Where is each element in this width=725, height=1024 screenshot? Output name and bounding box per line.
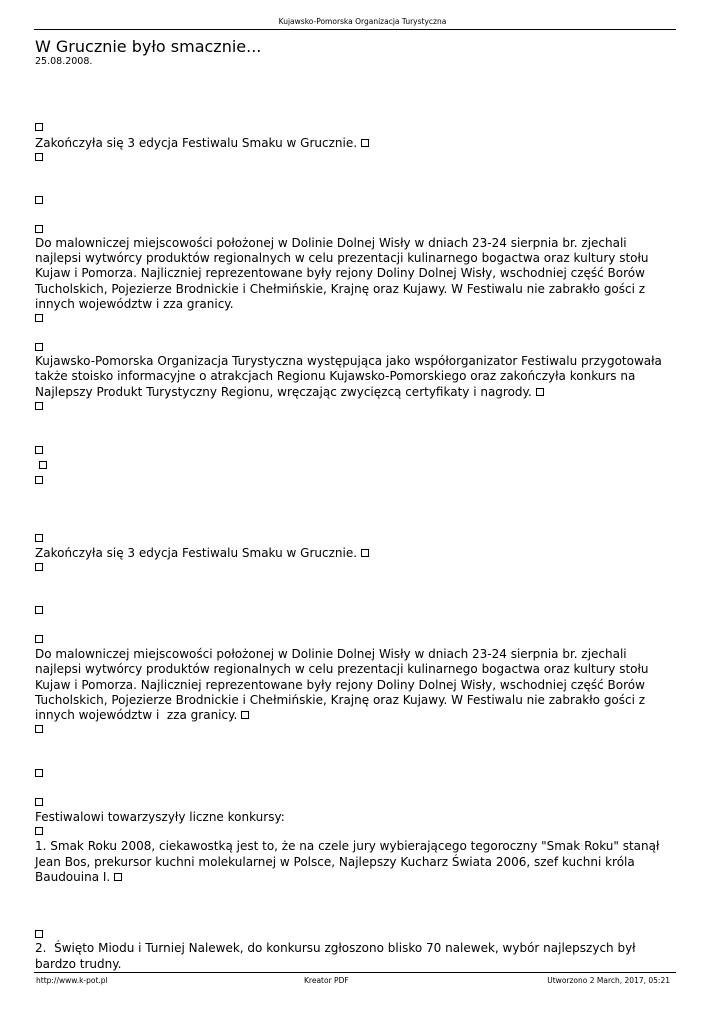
placeholder-glyph [35, 443, 43, 459]
placeholder-glyph [35, 766, 43, 782]
placeholder-glyph [35, 531, 43, 547]
text-line: najlepsi wytwórcy produktów regionalnych w celu prezentacji kulinarnego bogactwa oraz kultury stołu [35, 662, 649, 676]
header-divider [34, 29, 676, 30]
footer-created-date: Utworzono 2 March, 2017, 05:21 [547, 976, 670, 985]
text-line: Kujaw i Pomorza. Najliczniej reprezentowane były rejony Doliny Dolnej Wisły, wschodniej część Borów [35, 266, 645, 280]
text-line: Baudouina I. [35, 870, 122, 886]
text-line: najlepsi wytwórcy produktów regionalnych w celu prezentacji kulinarnego bogactwa oraz kultury stołu [35, 251, 649, 265]
text-line: bardzo trudny. [35, 957, 122, 971]
running-header: Kujawsko-Pomorska Organizacja Turystyczna [278, 17, 447, 26]
footer-divider [34, 972, 676, 973]
text-line: Zakończyła się 3 edycja Festiwalu Smaku w Grucznie. [35, 136, 369, 152]
text-line: Festiwalowi towarzyszyły liczne konkursy: [35, 810, 285, 824]
article-title: W Grucznie było smacznie... [35, 37, 262, 56]
footer-generator: Kreator PDF [304, 976, 349, 985]
placeholder-glyph [35, 120, 43, 136]
text-line: Kujaw i Pomorza. Najliczniej reprezentowane były rejony Doliny Dolnej Wisły, wschodniej część Borów [35, 678, 645, 692]
article-date: 25.08.2008. [35, 56, 93, 67]
text-line: Jean Bos, prekursor kuchni molekularnej w Polsce, Najlepszy Kucharz Świata 2006, szef kuchni króla [35, 855, 635, 869]
placeholder-glyph [35, 150, 43, 166]
footer-url-link[interactable]: http://www.k-pot.pl [36, 976, 108, 985]
text-line: Tucholskich, Pojezierze Brodnickie i Chełmińskie, Krajnę oraz Kujawy. W Festiwalu nie zabrakło gości z [35, 693, 646, 707]
placeholder-glyph [35, 458, 47, 474]
placeholder-glyph [35, 632, 43, 648]
placeholder-glyph [241, 711, 249, 719]
placeholder-glyph [35, 311, 43, 327]
text-line: Do malowniczej miejscowości położonej w Dolinie Dolnej Wisły w dniach 23-24 sierpnia br. zjechali [35, 647, 627, 661]
text-line: 2. Święto Miodu i Turniej Nalewek, do konkursu zgłoszono blisko 70 nalewek, wybór najlepszych był [35, 941, 636, 955]
placeholder-glyph [35, 399, 43, 415]
text-line: Zakończyła się 3 edycja Festiwalu Smaku w Grucznie. [35, 546, 369, 562]
placeholder-glyph [35, 560, 43, 576]
placeholder-glyph [361, 139, 369, 147]
placeholder-glyph [35, 193, 43, 209]
placeholder-glyph [35, 795, 43, 811]
placeholder-glyph [35, 603, 43, 619]
placeholder-glyph [536, 388, 544, 396]
text-line: także stoisko informacyjne o atrakcjach Regionu Kujawsko-Pomorskiego oraz zakończyła konkurs na [35, 369, 636, 383]
placeholder-glyph [35, 824, 43, 840]
placeholder-glyph [361, 549, 369, 557]
text-line: innych województw i zza granicy. [35, 297, 234, 311]
placeholder-glyph [35, 473, 43, 489]
text-line: Tucholskich, Pojezierze Brodnickie i Chełmińskie, Krajnę oraz Kujawy. W Festiwalu nie zabrakło gości z [35, 282, 646, 296]
text-line: 1. Smak Roku 2008, ciekawostką jest to, że na czele jury wybierającego tegoroczny "Smak Roku" stanął [35, 839, 660, 853]
text-line: Najlepszy Produkt Turystyczny Regionu, wręczając zwycięzcą certyfikaty i nagrody. [35, 385, 544, 401]
text-line: Do malowniczej miejscowości położonej w Dolinie Dolnej Wisły w dniach 23-24 sierpnia br. zjechali [35, 236, 627, 250]
text-line: Kujawsko-Pomorska Organizacja Turystyczna występująca jako współorganizator Festiwalu przygotowała [35, 354, 662, 368]
text-line: innych województw i zza granicy. [35, 708, 249, 724]
placeholder-glyph [35, 722, 43, 738]
placeholder-glyph [114, 873, 122, 881]
